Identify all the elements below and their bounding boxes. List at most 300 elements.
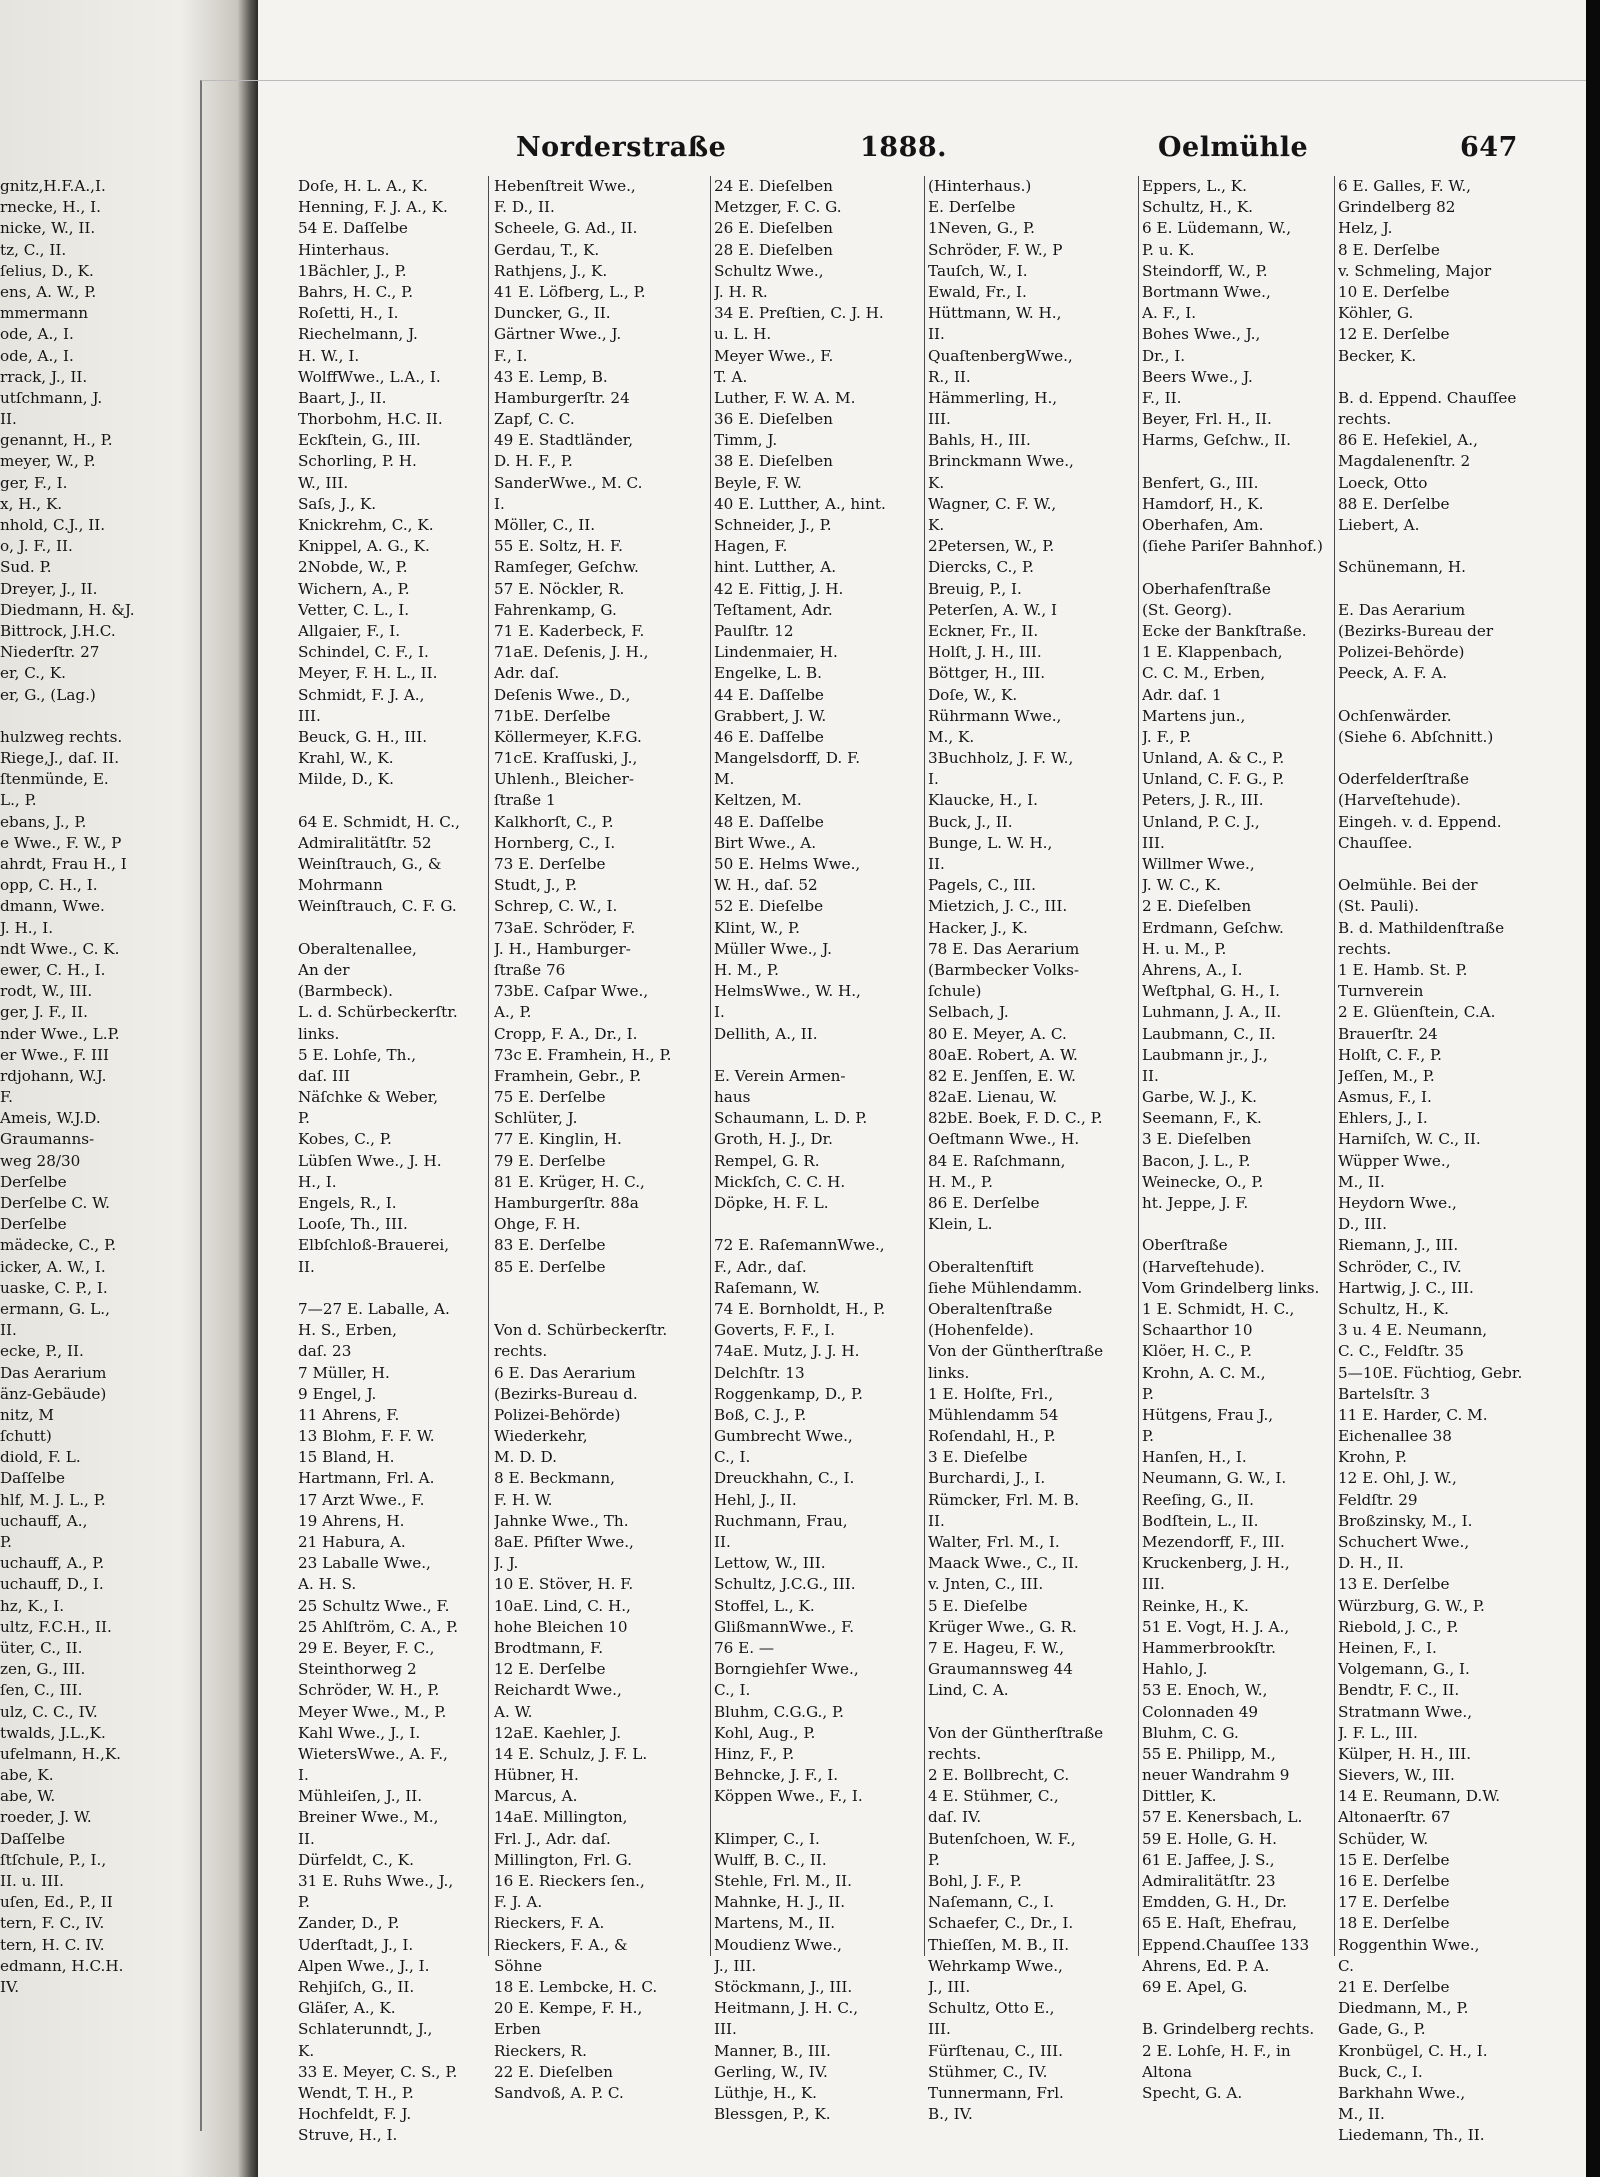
- directory-entry: Willmer Wwe.,: [1142, 855, 1255, 873]
- directory-entry: A. F., I.: [1142, 304, 1197, 323]
- directory-entry: 73c E. Framhein, H., P.: [494, 1045, 672, 1064]
- directory-entry: [1338, 367, 1584, 388]
- directory-entry: Bohl, J. F., P.: [928, 1872, 1022, 1890]
- directory-entry: 72 E. RaſemannWwe.,: [714, 1236, 885, 1255]
- directory-entry: Ahrens, A., I.: [1142, 960, 1243, 979]
- directory-entry: Hamburgerſtr. 88a: [494, 1194, 639, 1212]
- directory-entry: Schultz, H., K.: [1338, 1299, 1449, 1318]
- directory-entry: 5—10E. Füchtiog, Gebr.: [1338, 1363, 1523, 1382]
- directory-entry: nicke, W., II.: [0, 219, 96, 238]
- directory-entry: 46 E. Daſſelbe: [714, 727, 824, 746]
- directory-entry: Schultz, Otto E.,: [928, 1999, 1055, 2018]
- directory-entry: Milde, D., K.: [298, 770, 394, 789]
- directory-entry: Wiederkehr,: [494, 1427, 588, 1446]
- directory-entry: Wulff, B. C., II.: [714, 1850, 827, 1869]
- directory-entry: Riemann, J., III.: [1338, 1236, 1459, 1255]
- directory-entry: II.: [0, 1321, 17, 1340]
- directory-entry: Dittler, K.: [1142, 1787, 1217, 1806]
- directory-entry: Ecke der Bankſtraße.: [1142, 621, 1307, 640]
- directory-entry: nder Wwe., L.P.: [0, 1024, 120, 1043]
- directory-entry: Knickrehm, C., K.: [298, 516, 434, 534]
- directory-entry: Vetter, C. L., I.: [298, 600, 410, 619]
- directory-entry: üter, C., II.: [0, 1638, 83, 1657]
- directory-entry: Ehlers, J., I.: [1338, 1109, 1428, 1128]
- directory-entry: Lind, C. A.: [928, 1681, 1009, 1700]
- directory-entry: Hämmerling, H.,: [928, 388, 1058, 407]
- directory-entry: mmermann: [0, 304, 89, 323]
- column-rule: [488, 176, 489, 1956]
- directory-entry: T. A.: [714, 367, 748, 386]
- directory-entry: edmann, H.C.H.: [0, 1956, 124, 1975]
- directory-entry: Schüder, W.: [1338, 1829, 1429, 1848]
- directory-entry: Peters, J. R., III.: [1142, 791, 1264, 810]
- directory-entry: C.: [1338, 1956, 1354, 1975]
- directory-entry: Struve, H., I.: [298, 2126, 398, 2145]
- directory-entry: Bortmann Wwe.,: [1142, 282, 1271, 301]
- directory-entry: 8 E. Derſelbe: [1338, 240, 1440, 259]
- directory-entry: [298, 918, 486, 939]
- directory-entry: Schaarthor 10: [1142, 1321, 1253, 1340]
- directory-entry: Hacker, J., K.: [928, 918, 1028, 937]
- directory-entry: [928, 1702, 1136, 1723]
- directory-entry: Eckſtein, G., III.: [298, 431, 421, 450]
- directory-entry: Harms, Geſchw., II.: [1142, 431, 1291, 450]
- directory-entry: I.: [714, 1003, 725, 1022]
- directory-entry: [494, 1278, 708, 1299]
- directory-entry: Hebenſtreit Wwe.,: [494, 177, 636, 195]
- directory-entry: gnitz,H.F.A.,I.: [0, 177, 106, 195]
- directory-entry: C. C., Feldſtr. 35: [1338, 1342, 1464, 1361]
- directory-entry: Hagen, F.: [714, 537, 788, 556]
- directory-entry: zen, G., III.: [0, 1660, 86, 1679]
- directory-entry: Schultz, J.C.G., III.: [714, 1575, 856, 1594]
- directory-entry: Schmidt, F. J. A.,: [298, 685, 425, 704]
- directory-entry: Ochſenwärder.: [1338, 706, 1452, 725]
- directory-entry: F. J. A.: [494, 1893, 543, 1912]
- directory-entry: [1142, 1214, 1332, 1235]
- directory-entry: 1 E. Schmidt, H. C.,: [1142, 1299, 1295, 1318]
- directory-entry: mädecke, C., P.: [0, 1236, 117, 1255]
- directory-entry: 74 E. Bornholdt, H., P.: [714, 1299, 886, 1318]
- directory-entry: Adr. daſ.: [494, 664, 560, 683]
- directory-entry: tern, H. C. IV.: [0, 1935, 105, 1954]
- directory-entry: Roggenthin Wwe.,: [1338, 1935, 1480, 1954]
- directory-entry: Pagels, C., III.: [928, 876, 1036, 895]
- directory-entry: M., K.: [928, 727, 975, 746]
- directory-entry: P.: [1142, 1384, 1154, 1403]
- directory-entry: [1338, 536, 1584, 557]
- directory-entry: Von der Güntherſtraße: [928, 1342, 1104, 1361]
- directory-entry: 86 E. Heſekiel, A.,: [1338, 431, 1478, 450]
- directory-entry: 17 Arzt Wwe., F.: [298, 1490, 425, 1509]
- directory-entry: 21 E. Derſelbe: [1338, 1977, 1450, 1996]
- directory-entry: Heinen, F., I.: [1338, 1638, 1437, 1657]
- directory-entry: Roſendahl, H., P.: [928, 1427, 1056, 1446]
- directory-entry: ecke, P., II.: [0, 1342, 84, 1361]
- directory-entry: P. u. K.: [1142, 240, 1195, 259]
- directory-entry: Brodtmann, F.: [494, 1638, 604, 1657]
- directory-entry: 7 E. Hageu, F. W.,: [928, 1638, 1065, 1657]
- directory-entry: D. H. F., P.: [494, 452, 573, 471]
- directory-entry: ſchutt): [0, 1427, 52, 1446]
- directory-entry: Tauſch, W., I.: [928, 261, 1028, 280]
- directory-column-5: [1142, 176, 1332, 2104]
- directory-entry: Derſelbe C. W.: [0, 1194, 110, 1212]
- directory-column-2: [494, 176, 708, 2104]
- directory-entry: Peeck, A. F. A.: [1338, 664, 1448, 683]
- directory-entry: Moudienz Wwe.,: [714, 1935, 842, 1954]
- directory-entry: Würzburg, G. W., P.: [1338, 1596, 1485, 1615]
- directory-column-1: [298, 176, 486, 2146]
- directory-entry: Schaumann, L. D. P.: [714, 1109, 868, 1128]
- directory-entry: Engelke, L. B.: [714, 664, 823, 683]
- directory-entry: J. H., I.: [0, 918, 54, 937]
- directory-entry: Eingeh. v. d. Eppend.: [1338, 812, 1502, 831]
- directory-entry: C. C. M., Erben,: [1142, 664, 1266, 683]
- directory-entry: Mickſch, C. C. H.: [714, 1172, 846, 1191]
- directory-entry: Weſtphal, G. H., I.: [1142, 982, 1280, 1001]
- directory-entry: Polizei-Behörde): [1338, 643, 1465, 662]
- directory-entry: Alpen Wwe., J., I.: [298, 1956, 430, 1975]
- directory-entry: Metzger, F. C. G.: [714, 198, 842, 217]
- directory-entry: Reichardt Wwe.,: [494, 1681, 622, 1700]
- directory-entry: 59 E. Holle, G. H.: [1142, 1829, 1277, 1848]
- directory-entry: Eppers, L., K.: [1142, 177, 1247, 195]
- directory-entry: Uderſtadt, J., I.: [298, 1935, 414, 1954]
- directory-entry: (Hinterhaus.): [928, 177, 1032, 195]
- directory-entry: ufelmann, H.,K.: [0, 1744, 121, 1763]
- directory-entry: Oberaltenſtraße: [928, 1299, 1053, 1318]
- directory-entry: rodt, W., III.: [0, 982, 93, 1001]
- directory-entry: Von der Güntherſtraße: [928, 1723, 1104, 1742]
- directory-entry: 2 E. Glüenſtein, C.A.: [1338, 1003, 1496, 1022]
- directory-entry: ultz, F.C.H., II.: [0, 1617, 112, 1636]
- directory-entry: Hinz, F., P.: [714, 1744, 795, 1763]
- directory-entry: Blessgen, P., K.: [714, 2105, 831, 2124]
- directory-entry: Mietzich, J. C., III.: [928, 897, 1068, 916]
- directory-entry: Buck, C., I.: [1338, 2062, 1423, 2081]
- directory-entry: Gerling, W., IV.: [714, 2062, 828, 2081]
- directory-entry: Hartmann, Frl. A.: [298, 1469, 435, 1488]
- directory-entry: ſchule): [928, 982, 982, 1001]
- directory-entry: Köppen Wwe., F., I.: [714, 1787, 863, 1806]
- directory-entry: Niederſtr. 27: [0, 643, 100, 662]
- directory-entry: Unland, A. & C., P.: [1142, 749, 1285, 768]
- directory-entry: Laubmann jr., J.,: [1142, 1045, 1268, 1064]
- directory-entry: Diedmann, M., P.: [1338, 1999, 1469, 2018]
- directory-entry: rechts.: [1338, 410, 1392, 429]
- directory-entry: Köhler, G.: [1338, 304, 1414, 323]
- directory-entry: Unland, P. C. J.,: [1142, 812, 1260, 831]
- directory-entry: Fürſtenau, C., III.: [928, 2041, 1063, 2060]
- directory-entry: 16 E. Derſelbe: [1338, 1872, 1450, 1890]
- directory-entry: Bahls, H., III.: [928, 431, 1031, 450]
- directory-entry: weg 28/30: [0, 1151, 81, 1170]
- directory-entry: Borngiehſer Wwe.,: [714, 1660, 859, 1679]
- directory-entry: 2 E. Bollbrecht, C.: [928, 1766, 1070, 1785]
- directory-entry: 82bE. Boek, F. D. C., P.: [928, 1109, 1103, 1128]
- directory-entry: B. d. Mathildenſtraße: [1338, 918, 1505, 937]
- directory-entry: Dreyer, J., II.: [0, 579, 98, 598]
- directory-entry: II.: [928, 1511, 945, 1530]
- directory-entry: 61 E. Jaffee, J. S.,: [1142, 1850, 1275, 1869]
- directory-entry: Uhlenh., Bleicher-: [494, 770, 635, 789]
- directory-entry: A. W.: [494, 1702, 533, 1721]
- directory-entry: ermann, G. L.,: [0, 1299, 110, 1318]
- directory-entry: Luhmann, J. A., II.: [1142, 1003, 1282, 1022]
- directory-entry: [1338, 748, 1584, 769]
- directory-entry: H. M., P.: [928, 1172, 993, 1191]
- column-rule: [710, 176, 711, 1956]
- directory-entry: Diercks, C., P.: [928, 558, 1034, 577]
- directory-entry: hz, K., I.: [0, 1596, 65, 1615]
- directory-entry: F., I.: [494, 346, 528, 365]
- directory-entry: (Siehe 6. Abſchnitt.): [1338, 727, 1494, 746]
- directory-entry: Bluhm, C. G.: [1142, 1723, 1239, 1742]
- directory-entry: Allgaier, F., I.: [298, 621, 401, 640]
- directory-entry: K.: [928, 473, 945, 492]
- directory-entry: 25 Schultz Wwe., F.: [298, 1596, 450, 1615]
- directory-entry: E. Verein Armen-: [714, 1066, 846, 1085]
- directory-column-4: [928, 176, 1136, 2125]
- directory-entry: P.: [1142, 1427, 1154, 1446]
- directory-entry: Beyer, Frl. H., II.: [1142, 410, 1272, 429]
- directory-entry: Asmus, F., I.: [1338, 1088, 1432, 1107]
- directory-entry: hulzweg rechts.: [0, 727, 123, 746]
- directory-entry: 57 E. Kenersbach, L.: [1142, 1808, 1303, 1827]
- directory-entry: Garbe, W. J., K.: [1142, 1088, 1257, 1107]
- directory-entry: ſelius, D., K.: [0, 261, 94, 280]
- directory-entry: Vom Grindelberg links.: [1142, 1278, 1320, 1297]
- directory-entry: 3 E. Dieſelbe: [928, 1448, 1028, 1467]
- directory-entry: Looſe, Th., III.: [298, 1215, 408, 1234]
- directory-entry: 74aE. Mutz, J. J. H.: [714, 1342, 860, 1361]
- directory-entry: Admiralitätſtr. 23: [1142, 1872, 1276, 1890]
- directory-entry: Klimper, C., I.: [714, 1829, 820, 1848]
- directory-entry: Oberhafenſtraße: [1142, 579, 1271, 598]
- directory-entry: Rieckers, R.: [494, 2041, 587, 2060]
- directory-entry: 82aE. Lienau, W.: [928, 1088, 1058, 1107]
- directory-entry: Wehrkamp Wwe.,: [928, 1956, 1063, 1975]
- directory-entry: Specht, G. A.: [1142, 2083, 1243, 2102]
- directory-entry: Saſs, J., K.: [298, 494, 377, 513]
- directory-entry: Breuig, P., I.: [928, 579, 1022, 598]
- directory-entry: 24 E. Dieſelben: [714, 177, 833, 195]
- directory-entry: Volgemann, G., I.: [1338, 1660, 1470, 1679]
- directory-entry: ger, J. F., II.: [0, 1003, 88, 1022]
- directory-entry: Neumann, G. W., I.: [1142, 1469, 1287, 1488]
- directory-entry: Luther, F. W. A. M.: [714, 388, 856, 407]
- directory-entry: SanderWwe., M. C.: [494, 473, 643, 492]
- directory-entry: [298, 1278, 486, 1299]
- directory-entry: v. Schmeling, Major: [1338, 261, 1492, 280]
- directory-entry: Söhne: [494, 1956, 543, 1975]
- directory-entry: 44 E. Daſſelbe: [714, 685, 824, 704]
- directory-entry: 1Bächler, J., P.: [298, 261, 407, 280]
- directory-entry: Heitmann, J. H. C.,: [714, 1999, 859, 2018]
- directory-entry: Thorbohm, H.C. II.: [298, 410, 443, 429]
- directory-entry: Oberſtraße: [1142, 1236, 1228, 1255]
- directory-entry: Grindelberg 82: [1338, 198, 1456, 217]
- directory-entry: Gerdau, T., K.: [494, 240, 600, 259]
- directory-entry: F. D., II.: [494, 198, 555, 217]
- directory-entry: 10 E. Stöver, H. F.: [494, 1575, 634, 1594]
- directory-entry: P.: [928, 1850, 940, 1869]
- directory-entry: Dr., I.: [1142, 346, 1186, 365]
- directory-entry: uchauff, A.,: [0, 1511, 88, 1530]
- directory-entry: 79 E. Derſelbe: [494, 1151, 606, 1170]
- directory-entry: Ruchmann, Frau,: [714, 1511, 848, 1530]
- directory-entry: 1 E. Hamb. St. P.: [1338, 960, 1468, 979]
- directory-entry: Heydorn Wwe.,: [1338, 1194, 1457, 1212]
- directory-entry: v. Jnten, C., III.: [928, 1575, 1044, 1594]
- directory-entry: ht. Jeppe, J. F.: [1142, 1194, 1249, 1212]
- directory-entry: P.: [298, 1893, 310, 1912]
- directory-entry: Hütgens, Frau J.,: [1142, 1405, 1274, 1424]
- directory-entry: 25 Ahlſtröm, C. A., P.: [298, 1617, 459, 1636]
- directory-entry: Müller Wwe., J.: [714, 939, 832, 958]
- directory-entry: Maack Wwe., C., II.: [928, 1554, 1079, 1573]
- directory-entry: Schröder, F. W., P: [928, 240, 1063, 259]
- directory-entry: Klaucke, H., I.: [928, 791, 1038, 810]
- directory-entry: P.: [0, 1533, 12, 1551]
- directory-entry: [298, 790, 486, 811]
- directory-entry: Stratmann Wwe.,: [1338, 1702, 1473, 1721]
- directory-entry: I.: [494, 494, 505, 513]
- directory-entry: Breiner Wwe., M.,: [298, 1808, 439, 1827]
- directory-entry: 7—27 E. Laballe, A.: [298, 1299, 450, 1318]
- directory-entry: 83 E. Derſelbe: [494, 1236, 606, 1255]
- directory-entry: 14 E. Schulz, J. F. L.: [494, 1744, 648, 1763]
- directory-entry: diold, F. L.: [0, 1448, 81, 1467]
- directory-entry: 71cE. Kraſſuski, J.,: [494, 749, 638, 768]
- directory-entry: 2Petersen, W., P.: [928, 537, 1055, 556]
- directory-entry: R., II.: [928, 367, 971, 386]
- directory-entry: L., P.: [0, 791, 37, 810]
- directory-entry: 12 E. Derſelbe: [1338, 325, 1450, 344]
- directory-entry: Feldſtr. 29: [1338, 1490, 1418, 1509]
- directory-entry: H. S., Erben,: [298, 1321, 397, 1340]
- directory-entry: 3 u. 4 E. Neumann,: [1338, 1321, 1488, 1340]
- directory-entry: Schröder, W. H., P.: [298, 1681, 440, 1700]
- directory-entry: Stöckmann, J., III.: [714, 1977, 853, 1996]
- directory-entry: 2 E. Lohſe, H. F., in: [1142, 2041, 1291, 2060]
- directory-entry: Krüger Wwe., G. R.: [928, 1617, 1077, 1636]
- directory-entry: Rieckers, F. A.: [494, 1914, 605, 1933]
- directory-entry: Behncke, J. F., I.: [714, 1766, 839, 1785]
- directory-entry: Hartwig, J. C., III.: [1338, 1278, 1474, 1297]
- directory-entry: 17 E. Derſelbe: [1338, 1893, 1450, 1912]
- directory-entry: E. Das Aerarium: [1338, 600, 1466, 619]
- directory-entry: Mohrmann: [298, 876, 383, 895]
- directory-entry: 1 E. Klappenbach,: [1142, 643, 1283, 662]
- directory-entry: II. u. III.: [0, 1872, 64, 1890]
- directory-entry: 5 E. Lohſe, Th.,: [298, 1045, 417, 1064]
- directory-entry: B. Grindelberg rechts.: [1142, 2020, 1315, 2039]
- directory-entry: 82 E. Jenſſen, E. W.: [928, 1066, 1076, 1085]
- directory-entry: Brauerſtr. 24: [1338, 1024, 1438, 1043]
- directory-entry: [0, 706, 180, 727]
- directory-entry: Diedmann, H. &J.: [0, 600, 135, 619]
- directory-entry: 31 E. Ruhs Wwe., J.,: [298, 1872, 454, 1890]
- directory-entry: D. H., II.: [1338, 1554, 1404, 1573]
- directory-entry: hlf, M. J. L., P.: [0, 1490, 106, 1509]
- running-head-year: 1888.: [860, 132, 948, 163]
- directory-entry: H., I.: [298, 1172, 337, 1191]
- directory-entry: 21 Habura, A.: [298, 1533, 406, 1551]
- directory-entry: Wagner, C. F. W.,: [928, 494, 1057, 513]
- directory-entry: Dürfeldt, C., K.: [298, 1850, 414, 1869]
- directory-entry: Oberaltenſtift: [928, 1257, 1034, 1276]
- directory-entry: Delchſtr. 13: [714, 1363, 805, 1382]
- directory-entry: Schindel, C. F., I.: [298, 643, 429, 662]
- directory-entry: 13 Blohm, F. F. W.: [298, 1427, 435, 1446]
- directory-entry: 73bE. Caſpar Wwe.,: [494, 982, 649, 1001]
- directory-entry: 4 E. Stühmer, C.,: [928, 1787, 1059, 1806]
- directory-entry: Timm, J.: [714, 431, 778, 450]
- directory-entry: Mezendorff, F., III.: [1142, 1533, 1285, 1551]
- directory-entry: Klöer, H. C., P.: [1142, 1342, 1253, 1361]
- directory-entry: Schuchert Wwe.,: [1338, 1533, 1470, 1551]
- directory-entry: Kahl Wwe., J., I.: [298, 1723, 421, 1742]
- directory-entry: Sievers, W., III.: [1338, 1766, 1455, 1785]
- directory-entry: Seemann, F., K.: [1142, 1109, 1262, 1128]
- directory-entry: Ameis, W.J.D.: [0, 1109, 101, 1128]
- directory-entry: II.: [298, 1257, 315, 1276]
- directory-entry: Magdalenenſtr. 2: [1338, 452, 1471, 471]
- directory-entry: Knippel, A. G., K.: [298, 537, 430, 556]
- directory-entry: 40 E. Lutther, A., hint.: [714, 494, 886, 513]
- page-number: 647: [1460, 132, 1518, 163]
- directory-entry: Engels, R., I.: [298, 1194, 397, 1212]
- directory-entry: Dreuckhahn, C., I.: [714, 1469, 855, 1488]
- directory-entry: Weinſtrauch, C. F. G.: [298, 897, 457, 916]
- directory-entry: 78 E. Das Aerarium: [928, 939, 1080, 958]
- directory-entry: Oderfelderſtraße: [1338, 770, 1470, 789]
- directory-entry: Erdmann, Geſchw.: [1142, 918, 1284, 937]
- directory-entry: 48 E. Daſſelbe: [714, 812, 824, 831]
- directory-entry: 8aE. Pfiſter Wwe.,: [494, 1533, 634, 1551]
- page-header: [300, 132, 1520, 180]
- directory-entry: Colonnaden 49: [1142, 1702, 1259, 1721]
- directory-entry: 76 E. —: [714, 1638, 775, 1657]
- directory-entry: Framhein, Gebr., P.: [494, 1066, 642, 1085]
- directory-entry: Baart, J., II.: [298, 388, 387, 407]
- directory-entry: Bendtr, F. C., II.: [1338, 1681, 1460, 1700]
- directory-entry: Riebold, J. C., P.: [1338, 1617, 1459, 1636]
- directory-entry: Mangelsdorff, D. F.: [714, 749, 861, 768]
- directory-entry: [714, 1045, 922, 1066]
- directory-entry: Liebert, A.: [1338, 516, 1420, 534]
- directory-entry: 18 E. Lembcke, H. C.: [494, 1977, 658, 1996]
- directory-entry: Ohge, F. H.: [494, 1215, 581, 1234]
- directory-entry: Krohn, A. C. M.,: [1142, 1363, 1266, 1382]
- directory-entry: [1142, 557, 1332, 578]
- directory-entry: ens, A. W., P.: [0, 282, 97, 301]
- directory-entry: H. M., P.: [714, 960, 779, 979]
- directory-entry: 53 E. Enoch, W.,: [1142, 1681, 1268, 1700]
- directory-entry: III.: [714, 2020, 737, 2039]
- directory-entry: Klein, L.: [928, 1215, 993, 1234]
- directory-entry: Keltzen, M.: [714, 791, 802, 810]
- directory-entry: A., P.: [494, 1003, 532, 1022]
- directory-entry: Roſetti, H., I.: [298, 304, 399, 323]
- directory-entry: 13 E. Derſelbe: [1338, 1575, 1450, 1594]
- directory-entry: Bacon, J. L., P.: [1142, 1151, 1251, 1170]
- directory-entry: Hamburgerſtr. 24: [494, 388, 630, 407]
- directory-entry: 1Neven, G., P.: [928, 219, 1035, 238]
- directory-entry: Martens jun.,: [1142, 706, 1246, 725]
